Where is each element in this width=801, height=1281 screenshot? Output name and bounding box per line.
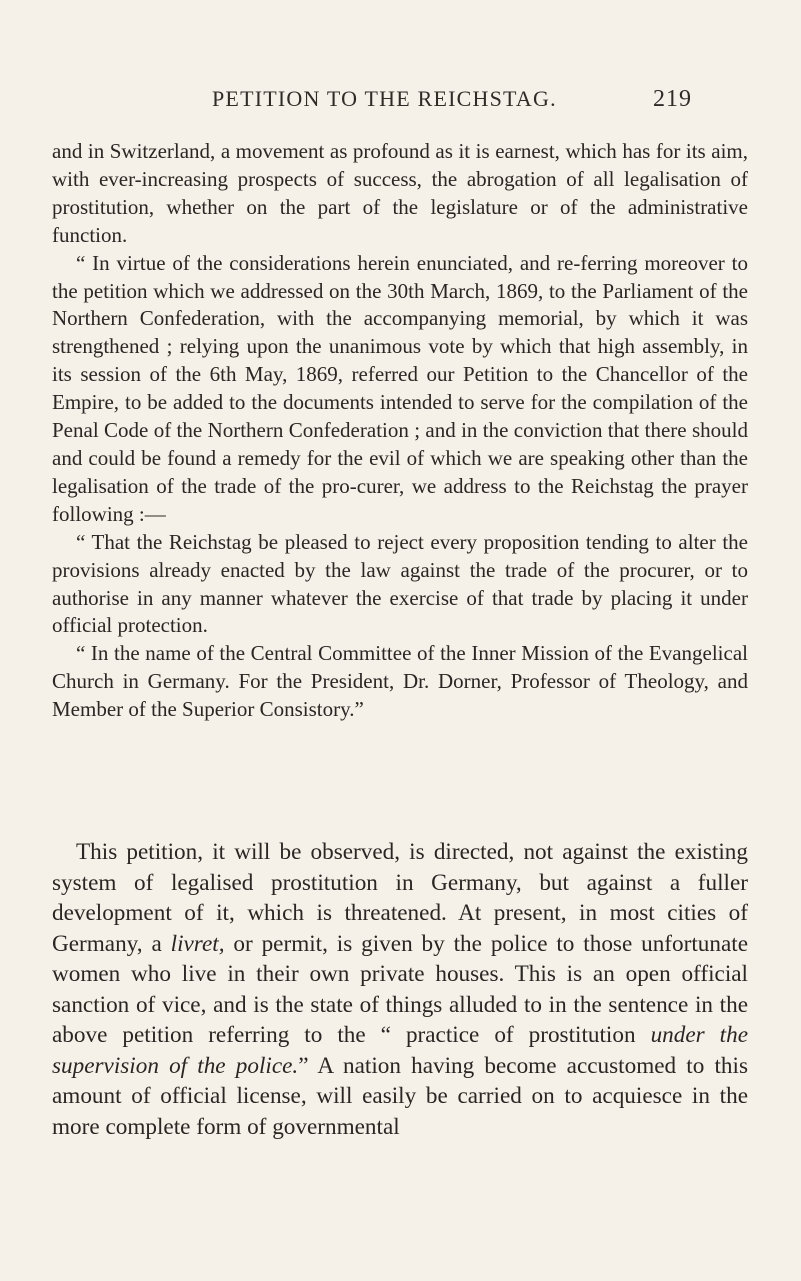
commentary: [52, 837, 748, 1142]
livret-term: livret,: [170, 930, 225, 957]
petition-paragraph-1: and in Switzerland, a movement as profound as it is earnest, which has for its aim, with ever-increasing prospects of success, the abrogation of all legalisation of prostitution, whether on the part of the legislature or of the administrative function.: [52, 139, 748, 247]
emphasis-phrase: under the supervision of the police.: [52, 1022, 748, 1079]
quoted-petition: [52, 138, 748, 724]
petition-paragraph-2: “ In virtue of the considerations herein enunciated, and re-ferring moreover to the petition which we addressed on the 30th March, 1869, to the Parliament of the Northern Confederation, with the accompanying memorial, by which it was strengthened ; relying upon the unanimous vote by which that high assembly, in its session of the 6th May, 1869, referred our Petition to the Chancellor of the Empire, to be added to the documents intended to serve for the compilation of the Penal Code of the Northern Confederation ; and in the conviction that there should and could be found a remedy for the evil of which we are speaking other than the legalisation of the trade of the pro-curer, we address to the Reichstag the prayer following :—: [52, 250, 748, 526]
running-title: PETITION TO THE REICHSTAG.: [212, 86, 557, 111]
petition-paragraph-4: “ In the name of the Central Committee of the Inner Mission of the Evangelical Church in Germany. For the President, Dr. Dorner, Professor of Theology, and Member of the Superior Consistory.”: [52, 641, 748, 722]
commentary-paragraph: [52, 837, 748, 1142]
petition-paragraph-3: “ That the Reichstag be pleased to reject every proposition tending to alter the provisions already enacted by the law against the trade of the procurer, or to authorise in any manner whatever the exercise of that trade by placing it under official protection.: [52, 529, 748, 638]
page-number: 219: [653, 86, 692, 112]
commentary-text-1: This petition, it will be observed, is directed, not against the existing system of legalised prostitution in Germany, but against a fuller development of it, which is threatened. At present, in most cities of Germany, a: [52, 839, 748, 957]
commentary-text-3: ” A nation having become accustomed to this amount of official license, will easily be carried on to acquiesce in the more complete form of governmental: [52, 1052, 748, 1140]
running-head: [212, 86, 692, 113]
commentary-text-2: or permit, is given by the police to those unfortunate women who live in their own private houses. This is an open official sanction of vice, and is the state of things alluded to in the sentence in the above petition referring to the “ practice of prostitution: [52, 930, 748, 1048]
